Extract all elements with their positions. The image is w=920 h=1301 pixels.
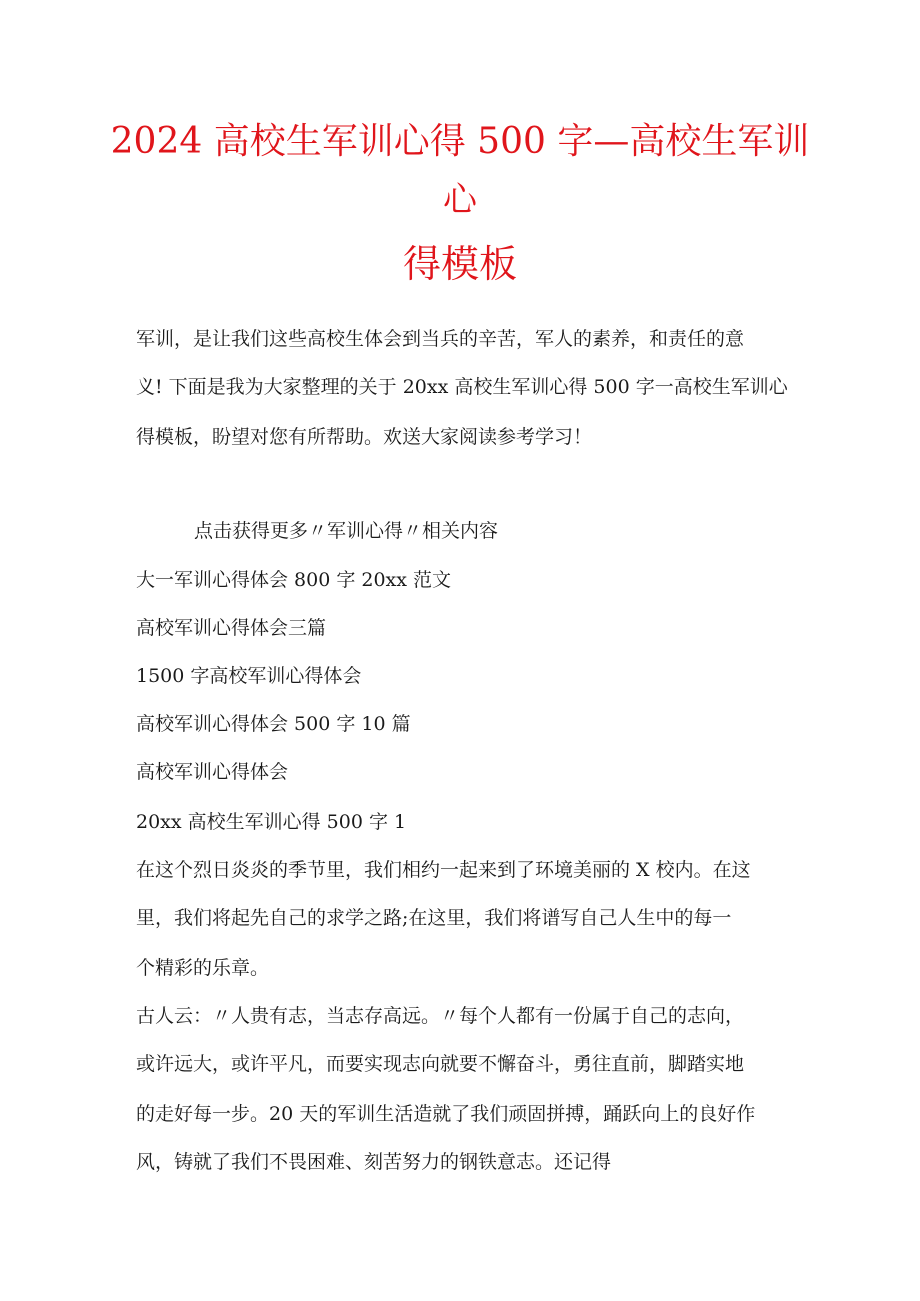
- document-title-line-1: 2024 高校生军训心得 500 字—高校生军训: [110, 121, 810, 162]
- paragraph-1-line-2: 里，我们将起先自己的求学之路;在这里，我们将谱写自己人生中的每一: [136, 907, 732, 929]
- intro-line-2: 义! 下面是我为大家整理的关于 20xx 高校生军训心得 500 字一高校生军训心: [136, 376, 788, 398]
- paragraph-2-line-4: 风，铸就了我们不畏困难、刻苦努力的钢铁意志。还记得: [136, 1151, 612, 1173]
- intro-line-3: 得模板，盼望对您有所帮助。欢送大家阅读参考学习！: [136, 426, 593, 448]
- paragraph-2-line-3: 的走好每一步。20 天的军训生活造就了我们顽固拼搏，踊跃向上的良好作: [136, 1103, 756, 1125]
- related-content-heading: 点击获得更多〃军训心得〃相关内容: [194, 520, 499, 542]
- document-title-line-3: 得模板: [402, 242, 517, 286]
- related-link-4[interactable]: 高校军训心得体会 500 字 10 篇: [136, 713, 411, 735]
- related-link-3[interactable]: 1500 字高校军训心得体会: [136, 665, 362, 687]
- related-link-5[interactable]: 高校军训心得体会: [136, 761, 289, 783]
- section-heading: 20xx 高校生军训心得 500 字 1: [136, 811, 407, 833]
- intro-line-1: 军训，是让我们这些高校生体会到当兵的辛苦，军人的素养，和责任的意: [136, 328, 745, 350]
- paragraph-1-line-3: 个精彩的乐章。: [136, 957, 270, 979]
- document-title-line-2: 心: [443, 180, 477, 220]
- related-link-1[interactable]: 大一军训心得体会 800 字 20xx 范文: [136, 569, 452, 591]
- paragraph-2-line-1: 古人云：〃人贵有志，当志存高远。〃每个人都有一份属于自己的志向，: [136, 1005, 745, 1027]
- paragraph-2-line-2: 或许远大，或许平凡，而要实现志向就要不懈奋斗，勇往直前，脚踏实地: [136, 1053, 745, 1075]
- related-link-2[interactable]: 高校军训心得体会三篇: [136, 617, 327, 639]
- paragraph-1-line-1: 在这个烈日炎炎的季节里，我们相约一起来到了环境美丽的 X 校内。在这: [136, 859, 751, 881]
